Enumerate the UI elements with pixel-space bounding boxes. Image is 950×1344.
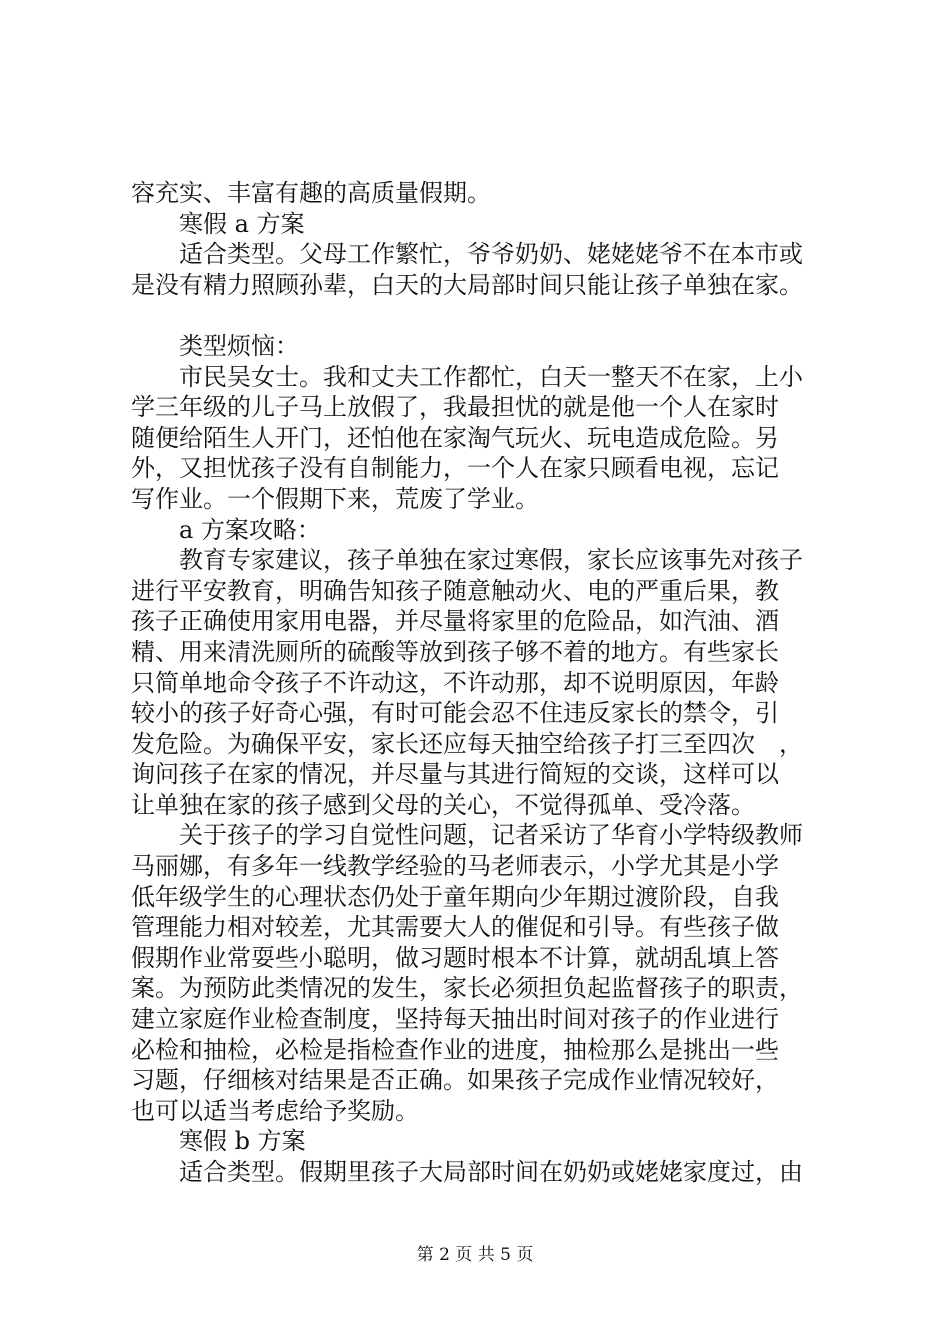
blank-line <box>131 300 831 331</box>
text-line: 只简单地命令孩子不许动这，不许动那，却不说明原因，年龄 <box>131 668 779 697</box>
text-line: 写作业。一个假期下来，荒废了学业。 <box>131 484 539 513</box>
text-line: 管理能力相对较差，尤其需要大人的催促和引导。有些孩子做 <box>131 913 779 942</box>
text-line: a 方案攻略： <box>179 515 321 544</box>
text-line: 市民吴女士。我和丈夫工作都忙，白天一整天不在家，上小 <box>179 362 803 391</box>
text-line: 发危险。为确保平安，家长还应每天抽空给孩子打三至四次 ， <box>131 729 803 758</box>
text-line: 马丽娜，有多年一线教学经验的马老师表示，小学尤其是小学 <box>131 852 779 881</box>
text-line: 精、用来清洗厕所的硫酸等放到孩子够不着的地方。有些家长 <box>131 637 779 666</box>
text-line: 外，又担忧孩子没有自制能力，一个人在家只顾看电视，忘记 <box>131 454 779 483</box>
text-line: 询问孩子在家的情况，并尽量与其进行简短的交谈，这样可以 <box>131 760 779 789</box>
text-line: 随便给陌生人开门，还怕他在家淘气玩火、玩电造成危险。另 <box>131 423 779 452</box>
text-line: 让单独在家的孩子感到父母的关心，不觉得孤单、受冷落。 <box>131 790 755 819</box>
page-footer: 第 2 页 共 5 页 <box>416 1245 534 1265</box>
text-line: 假期作业常耍些小聪明，做习题时根本不计算，就胡乱填上答 <box>131 943 779 972</box>
text-line: 习题，仔细核对结果是否正确。如果孩子完成作业情况较好， <box>131 1066 779 1095</box>
text-line: 进行平安教育，明确告知孩子随意触动火、电的严重后果，教 <box>131 576 779 605</box>
text-line: 学三年级的儿子马上放假了，我最担忧的就是他一个人在家时 <box>131 393 779 422</box>
document-body <box>131 178 831 1188</box>
text-line: 容充实、丰富有趣的高质量假期。 <box>131 179 491 207</box>
text-line: 适合类型。假期里孩子大局部时间在奶奶或姥姥家度过，由 <box>179 1158 803 1186</box>
text-line: 教育专家建议，孩子单独在家过寒假，家长应该事先对孩子 <box>179 546 803 575</box>
text-line: 孩子正确使用家用电器，并尽量将家里的危险品，如汽油、酒 <box>131 607 779 636</box>
text-line: 类型烦恼： <box>179 331 299 360</box>
text-line: 建立家庭作业检查制度，坚持每天抽出时间对孩子的作业进行 <box>131 1005 779 1034</box>
text-line: 低年级学生的心理状态仍处于童年期向少年期过渡阶段，自我 <box>131 882 779 911</box>
text-line: 关于孩子的学习自觉性问题，记者采访了华育小学特级教师 <box>179 821 803 850</box>
text-line: 寒假 b 方案 <box>179 1127 306 1156</box>
text-line: 适合类型。父母工作繁忙，爷爷奶奶、姥姥姥爷不在本市或 <box>179 240 803 269</box>
text-line: 是没有精力照顾孙辈，白天的大局部时间只能让孩子单独在家。 <box>131 270 803 299</box>
text-line: 必检和抽检，必检是指检查作业的进度，抽检那么是挑出一些 <box>131 1035 779 1064</box>
text-line: 也可以适当考虑给予奖励。 <box>131 1096 419 1125</box>
text-line: 较小的孩子好奇心强，有时可能会忍不住违反家长的禁令，引 <box>131 699 779 728</box>
text-line: 寒假 a 方案 <box>179 209 305 238</box>
text-line: 案。为预防此类情况的发生，家长必须担负起监督孩子的职责， <box>131 974 803 1003</box>
